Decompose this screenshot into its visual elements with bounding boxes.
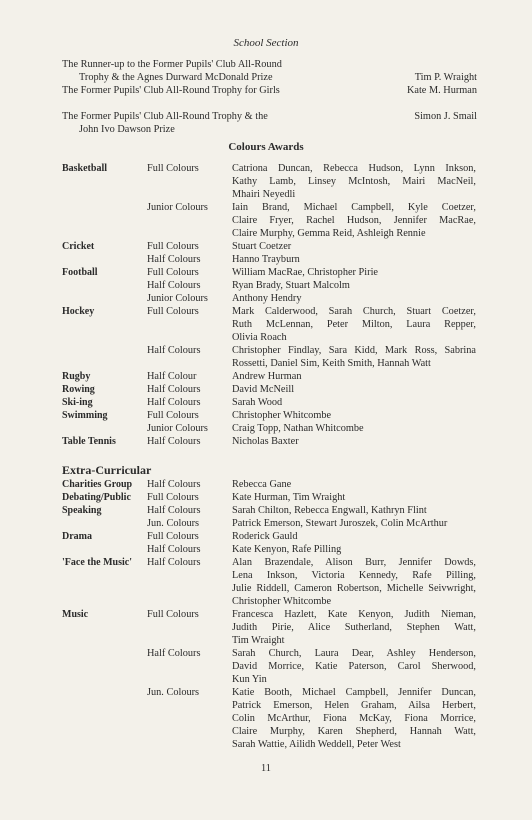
activity-name: Debating/Public — [62, 492, 131, 503]
recipient-line: Judith Pirie, Alice Sutherland, Stephen Watt, — [232, 622, 476, 633]
activity-name: Hockey — [62, 306, 95, 317]
recipient-names — [232, 162, 476, 201]
recipient-line: Sarah Church, Laura Dear, Ashley Henderson, — [232, 648, 476, 659]
prize-name-line: The Runner-up to the Former Pupils' Club All-Round — [62, 59, 282, 70]
recipient-names — [232, 556, 476, 608]
prize-winner: Tim P. Wraight — [414, 72, 477, 83]
activity-name: Ski-ing — [62, 397, 93, 408]
activity-name: Basketball — [62, 163, 108, 174]
recipient-names — [232, 266, 476, 279]
recipient-line: Tim Wraight — [232, 635, 285, 646]
recipient-line: Ruth McLennan, Peter Milton, Laura Repper, — [232, 319, 476, 330]
recipient-line: Claire Murphy, Karen Shepherd, Hannah Watt, — [232, 726, 476, 737]
prize-name — [62, 58, 362, 84]
award-level: Half Colours — [147, 479, 201, 490]
prize-name-line: The Former Pupils' Club All-Round Trophy for Girls — [62, 85, 280, 96]
recipient-line: Rebecca Gane — [232, 479, 292, 490]
recipient-line: Christopher Findlay, Sara Kidd, Mark Ross, Sabrina — [232, 345, 476, 356]
recipient-names — [232, 422, 476, 435]
recipient-line: Katie Booth, Michael Campbell, Jennifer Duncan, — [232, 687, 476, 698]
recipient-line: Craig Topp, Nathan Whitcombe — [232, 423, 364, 434]
section-title: School Section — [233, 37, 299, 49]
recipient-names — [232, 305, 476, 344]
recipient-names — [232, 253, 476, 266]
prize-name-line: Trophy & the Agnes Durward McDonald Prize — [79, 72, 273, 83]
recipient-line: David Morrice, Katie Paterson, Carol Sherwood, — [232, 661, 476, 672]
recipient-line: Sarah Wood — [232, 397, 283, 408]
recipient-line: Andrew Hurman — [232, 371, 302, 382]
award-level: Half Colour — [147, 371, 197, 382]
recipient-names — [232, 647, 476, 686]
recipient-line: Nicholas Baxter — [232, 436, 299, 447]
activity-name: Football — [62, 267, 98, 278]
award-level: Full Colours — [147, 531, 199, 542]
recipient-line: Patrick Emerson, Helen Graham, Ailsa Herbert, — [232, 700, 476, 711]
recipient-names — [232, 478, 476, 491]
prize-name-line: John Ivo Dawson Prize — [79, 124, 175, 135]
recipient-line: Alan Brazendale, Alison Burr, Jennifer Dowds, — [232, 557, 476, 568]
recipient-line: Sarah Wattie, Ailidh Weddell, Peter West — [232, 739, 401, 750]
activity-name: Music — [62, 609, 89, 620]
recipient-line: Kate Kenyon, Rafe Pilling — [232, 544, 342, 555]
award-level: Half Colours — [147, 648, 201, 659]
award-level: Full Colours — [147, 306, 199, 317]
recipient-line: Patrick Emerson, Stewart Juroszek, Colin McArthur — [232, 518, 448, 529]
activity-name: Swimming — [62, 410, 108, 421]
recipient-line: Iain Brand, Michael Campbell, Kyle Coetzer, — [232, 202, 476, 213]
recipient-names — [232, 396, 476, 409]
recipient-line: Kathy Lamb, Linsey McIntosh, Mairi MacNeil, — [232, 176, 476, 187]
award-level: Full Colours — [147, 609, 199, 620]
activity-name: Speaking — [62, 505, 102, 516]
recipient-line: Ryan Brady, Stuart Malcolm — [232, 280, 350, 291]
activity-name: Charities Group — [62, 479, 133, 490]
recipient-line: Kun Yin — [232, 674, 267, 685]
prize-name — [62, 84, 362, 97]
activity-name: 'Face the Music' — [62, 557, 132, 568]
award-level: Half Colours — [147, 280, 201, 291]
recipient-names — [232, 491, 476, 504]
extra-curricular-heading: Extra-Curricular — [62, 463, 152, 477]
colours-awards-heading: Colours Awards — [228, 141, 304, 153]
recipient-line: Catriona Duncan, Rebecca Hudson, Lynn Inkson, — [232, 163, 476, 174]
award-level: Junior Colours — [147, 423, 208, 434]
recipient-line: Christopher Whitcombe — [232, 410, 332, 421]
award-level: Full Colours — [147, 492, 199, 503]
recipient-line: Colin McArthur, Fiona McKay, Fiona Morrice, — [232, 713, 476, 724]
award-level: Half Colours — [147, 505, 201, 516]
recipient-line: Rossetti, Daniel Sim, Keith Smith, Hannah Watt — [232, 358, 431, 369]
recipient-names — [232, 370, 476, 383]
recipient-line: Claire Murphy, Gemma Reid, Ashleigh Rennie — [232, 228, 426, 239]
recipient-names — [232, 435, 476, 448]
recipient-names — [232, 543, 476, 556]
award-level: Half Colours — [147, 397, 201, 408]
award-level: Half Colours — [147, 254, 201, 265]
award-level: Junior Colours — [147, 202, 208, 213]
activity-name: Rowing — [62, 384, 95, 395]
recipient-line: Mark Calderwood, Sarah Church, Stuart Coetzer, — [232, 306, 476, 317]
prize-winner: Simon J. Smail — [414, 111, 477, 122]
recipient-line: Sarah Chilton, Rebecca Engwall, Kathryn Flint — [232, 505, 427, 516]
recipient-names — [232, 517, 476, 530]
recipient-line: Claire Fryer, Rachel Hudson, Jennifer MacRae, — [232, 215, 476, 226]
recipient-line: Roderick Gauld — [232, 531, 298, 542]
award-level: Half Colours — [147, 557, 201, 568]
award-level: Jun. Colours — [147, 687, 200, 698]
award-level: Jun. Colours — [147, 518, 200, 529]
recipient-line: Francesca Hazlett, Kate Kenyon, Judith Nieman, — [232, 609, 476, 620]
recipient-names — [232, 504, 476, 517]
recipient-names — [232, 530, 476, 543]
recipient-line: Christopher Whitcombe — [232, 596, 332, 607]
recipient-line: Kate Hurman, Tim Wraight — [232, 492, 346, 503]
recipient-names — [232, 608, 476, 647]
recipient-line: Julie Riddell, Cameron Robertson, Michelle Seivwright, — [232, 583, 476, 594]
recipient-names — [232, 279, 476, 292]
award-level: Full Colours — [147, 241, 199, 252]
recipient-names — [232, 240, 476, 253]
page-number: 11 — [261, 763, 271, 774]
recipient-line: David McNeill — [232, 384, 295, 395]
award-level: Full Colours — [147, 410, 199, 421]
recipient-line: Lena Inkson, Victoria Kennedy, Rafe Pilling, — [232, 570, 476, 581]
award-level: Full Colours — [147, 267, 199, 278]
award-level: Half Colours — [147, 384, 201, 395]
award-level: Half Colours — [147, 544, 201, 555]
award-level: Full Colours — [147, 163, 199, 174]
recipient-names — [232, 383, 476, 396]
prize-winner: Kate M. Hurman — [406, 85, 477, 96]
recipient-names — [232, 686, 476, 751]
recipient-line: Stuart Coetzer — [232, 241, 292, 252]
award-level: Half Colours — [147, 436, 201, 447]
activity-name: Table Tennis — [62, 436, 116, 447]
recipient-line: Mhairi Neyedli — [232, 189, 296, 200]
activity-name: Rugby — [62, 371, 91, 382]
recipient-names — [232, 292, 476, 305]
recipient-names — [232, 201, 476, 240]
recipient-line: Anthony Hendry — [232, 293, 302, 304]
award-level: Half Colours — [147, 345, 201, 356]
recipient-line: William MacRae, Christopher Pirie — [232, 267, 378, 278]
activity-name: Drama — [62, 531, 92, 542]
recipient-names — [232, 344, 476, 370]
activity-name: Cricket — [62, 241, 95, 252]
recipient-line: Hanno Trayburn — [232, 254, 300, 265]
prize-name-line: The Former Pupils' Club All-Round Trophy & the — [62, 111, 268, 122]
prize-name — [62, 110, 362, 136]
recipient-line: Olivia Roach — [232, 332, 287, 343]
recipient-names — [232, 409, 476, 422]
award-level: Junior Colours — [147, 293, 208, 304]
